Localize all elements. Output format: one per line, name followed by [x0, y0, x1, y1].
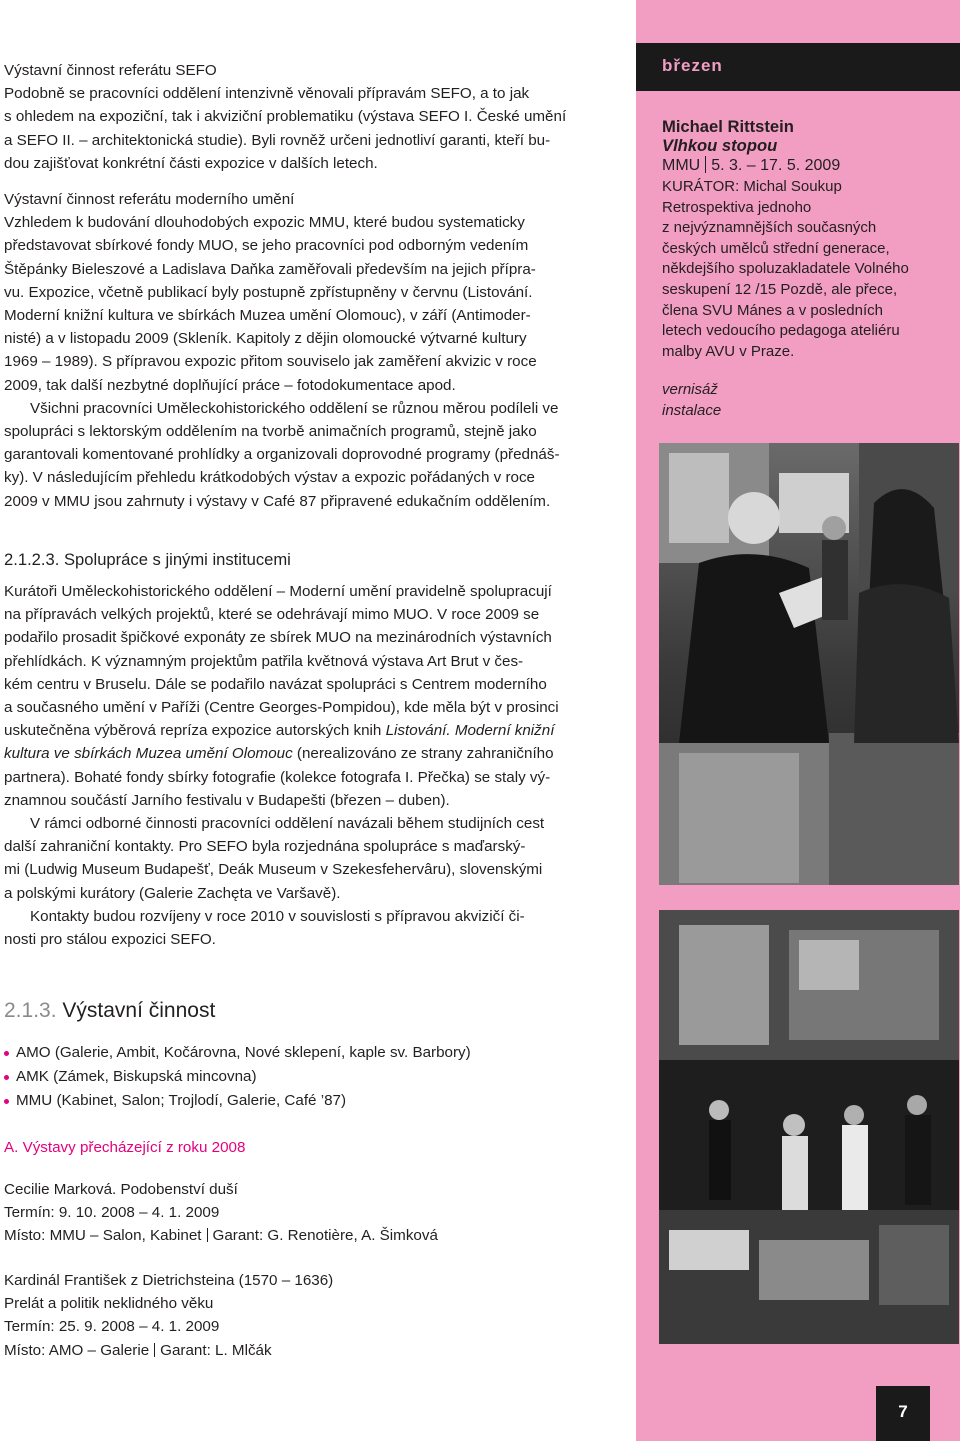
- text-line: a polskými kurátory (Galerie Zachęta ve Varšavě).: [4, 884, 341, 902]
- text-line: garantovali komentované prohlídky a organizovali doprovodné programy (přednáš-: [4, 446, 560, 464]
- text-line: 2009, tak další nezbytné doplňující práce – fotodokumentace apod.: [4, 376, 456, 394]
- month-label: březen: [662, 56, 723, 75]
- exhibition-dates: [662, 155, 952, 177]
- paragraph-sefo: [4, 59, 566, 175]
- section-heading-cooperation: [4, 548, 291, 571]
- place-text: Místo: MMU – Salon, Kabinet: [4, 1227, 202, 1245]
- text-line: Štěpánky Bieleszové a Ladislava Daňka zaměřovali především na jejich přípra-: [4, 260, 536, 278]
- text-line: nosti pro stálou expozici SEFO.: [4, 931, 216, 949]
- section-heading-exhibitions: [4, 999, 215, 1022]
- separator: [154, 1343, 155, 1357]
- description-line: letech vedoucího pedagoga ateliéru: [662, 322, 900, 340]
- text-line: představovat sbírkové fondy MUO, se jeho pracovníci pod odborným vedením: [4, 237, 529, 255]
- photo-caption-installation: instalace: [662, 401, 722, 419]
- description-line: malby AVU v Praze.: [662, 342, 795, 360]
- paragraph-title: Výstavní činnost referátu SEFO: [4, 62, 217, 79]
- venue-text: MMU: [662, 157, 701, 174]
- text-line: kém centru v Bruselu. Dále se podařilo navázat spolupráci s Centrem moderního: [4, 675, 547, 693]
- text-line: spolupráci s lektorským oddělením na tvorbě animačních programů, stejně jako: [4, 423, 537, 441]
- paragraph-modern-art: [4, 188, 560, 513]
- exhibition-place: [4, 1224, 438, 1247]
- text-line: Kurátoři Uměleckohistorického oddělení – Moderní umění pravidelně spolupracují: [4, 583, 552, 600]
- italic-span: Listování. Moderní knižní: [385, 722, 555, 740]
- photo-caption-vernissage: vernisáž: [662, 381, 718, 399]
- date-range: 5. 3. – 17. 5. 2009: [711, 157, 841, 174]
- exhibition-dietrichstein: [4, 1269, 333, 1362]
- subheading-2008: A. Výstavy přecházející z roku 2008: [4, 1139, 246, 1156]
- exhibition-place: [4, 1339, 333, 1362]
- description-line: Retrospektiva jednoho: [662, 198, 812, 216]
- artist-name: Michael Rittstein: [662, 117, 794, 136]
- text-line: 1969 – 1989). S přípravou expozic přitom souviselo jak zaměření akvizic v roce: [4, 353, 537, 371]
- exhibition-subtitle: Prelát a politik neklidného věku: [4, 1295, 214, 1313]
- text-line: na přípravách velkých projektů, které se odehrávají mimo MUO. V roce 2009 se: [4, 606, 540, 624]
- guarantor-text: Garant: G. Renotière, A. Šimková: [212, 1227, 438, 1245]
- description-line: seskupení 12 /15 Pozdě, ale přece,: [662, 280, 898, 298]
- text-line: znamnou součástí Jarního festivalu v Budapešti (březen – duben).: [4, 791, 450, 809]
- text-line: Podobně se pracovníci oddělení intenzivně věnovali přípravám SEFO, a to jak: [4, 85, 530, 103]
- concert-photo: [659, 910, 959, 1344]
- description-line: českých umělců střední generace,: [662, 239, 890, 257]
- text-line: Vzhledem k budování dlouhodobých expozic MMU, které budou systematicky: [4, 214, 525, 232]
- list-item: AMO (Galerie, Ambit, Kočárovna, Nové sklepení, kaple sv. Barbory): [4, 1041, 594, 1065]
- text-line: nisté) a v listopadu 2009 (Skleník. Kapitoly z dějin olomoucké výtvarné kultury: [4, 330, 527, 348]
- text-span: uskutečněna výběrová repríza expozice autorských knih: [4, 722, 386, 740]
- list-item: AMK (Zámek, Biskupská mincovna): [4, 1065, 594, 1089]
- place-text: Místo: AMO – Galerie: [4, 1341, 150, 1359]
- text-line: s ohledem na expoziční, tak i akviziční problematiku (výstava SEFO I. České umění: [4, 108, 567, 126]
- text-line: a současného umění v Paříži (Centre Georges-Pompidou), kde měla být v prosinci: [4, 699, 559, 717]
- text-line: přehlídkách. K významným projektům patřila květnová výstava Art Brut v čes-: [4, 652, 524, 670]
- description-line: KURÁTOR: Michal Soukup: [662, 178, 842, 195]
- vernissage-photo: [659, 443, 959, 885]
- separator: [207, 1228, 208, 1242]
- description-line: z nejvýznamnějších současných: [662, 219, 877, 237]
- text-line: 2009 v MMU jsou zahrnuty i výstavy v Café 87 připravené edukačním oddělením.: [4, 492, 551, 510]
- text-line: Všichni pracovníci Uměleckohistorického oddělení se různou měrou podíleli ve: [30, 399, 559, 417]
- section-title: Spolupráce s jinými institucemi: [63, 550, 291, 569]
- page-number: 7: [898, 1402, 908, 1421]
- exhibition-name: Vlhkou stopou: [662, 136, 778, 155]
- description-line: člena SVU Mánes a v posledních: [662, 301, 883, 319]
- exhibition-info: [662, 117, 952, 422]
- text-line: Kontakty budou rozvíjeny v roce 2010 v souvislosti s přípravou akvizičí či-: [30, 907, 525, 925]
- text-line: další zahraniční kontakty. Pro SEFO byla rozjednána spolupráce s maďarský-: [4, 838, 526, 856]
- text-line: V rámci odborné činnosti pracovníci oddělení navázali během studijních cest: [30, 815, 545, 833]
- text-line: a SEFO II. – architektonická studie). Byli rovněž určeni jednotliví garanti, kteří bu-: [4, 131, 551, 149]
- month-banner: [636, 43, 960, 91]
- exhibition-title: Kardinál František z Dietrichsteina (1570 – 1636): [4, 1272, 334, 1289]
- venue-list: [4, 1041, 594, 1113]
- text-line: podařilo prosadit špičkové exponáty ze sbírek MUO na mezinárodních výstavních: [4, 629, 552, 647]
- exhibition-term: Termín: 25. 9. 2008 – 4. 1. 2009: [4, 1318, 220, 1336]
- vernissage-photo-image: [659, 443, 959, 885]
- page-number-box: [876, 1386, 930, 1441]
- section-number: 2.1.2.3.: [4, 550, 60, 569]
- text-line: [4, 719, 559, 742]
- italic-span: kultura ve sbírkách Muzea umění Olomouc: [4, 745, 293, 763]
- text-line: Moderní knižní kultura ve sbírkách Muzea umění Olomouc), v září (Antimoder-: [4, 307, 531, 325]
- text-line: mi (Ludwig Museum Budapešť, Deák Museum v Szekesfehervâru), slovenskými: [4, 861, 543, 879]
- exhibition-term: Termín: 9. 10. 2008 – 4. 1. 2009: [4, 1204, 220, 1222]
- section-number: 2.1.3.: [4, 999, 57, 1022]
- separator: [705, 156, 706, 173]
- section-title: Výstavní činnost: [62, 999, 216, 1022]
- guarantor-text: Garant: L. Mlčák: [160, 1341, 272, 1359]
- concert-photo-image: [659, 910, 959, 1344]
- sidebar-column: [636, 0, 960, 1441]
- text-span: (nerealizováno ze strany zahraničního: [292, 745, 554, 763]
- exhibition-title: Cecilie Marková. Podobenství duší: [4, 1181, 238, 1198]
- list-item: MMU (Kabinet, Salon; Trojlodí, Galerie, Café ’87): [4, 1089, 594, 1113]
- exhibition-markova: [4, 1178, 438, 1248]
- text-line: [4, 742, 559, 765]
- text-line: dou zajišťovat konkrétní části expozice v dalších letech.: [4, 154, 378, 172]
- description-line: někdejšího spoluzakladatele Volného: [662, 260, 909, 278]
- paragraph-title: Výstavní činnost referátu moderního umění: [4, 191, 295, 208]
- text-line: vu. Expozice, včetně publikací byly postupně zpřístupněny v červnu (Listování.: [4, 283, 533, 301]
- paragraph-cooperation: [4, 580, 559, 951]
- text-line: partnera). Bohaté fondy sbírky fotografie (kolekce fotografa I. Přečka) se staly vý-: [4, 768, 551, 786]
- text-line: ky). V následujícím přehledu krátkodobých výstav a expozic pořádaných v roce: [4, 469, 535, 487]
